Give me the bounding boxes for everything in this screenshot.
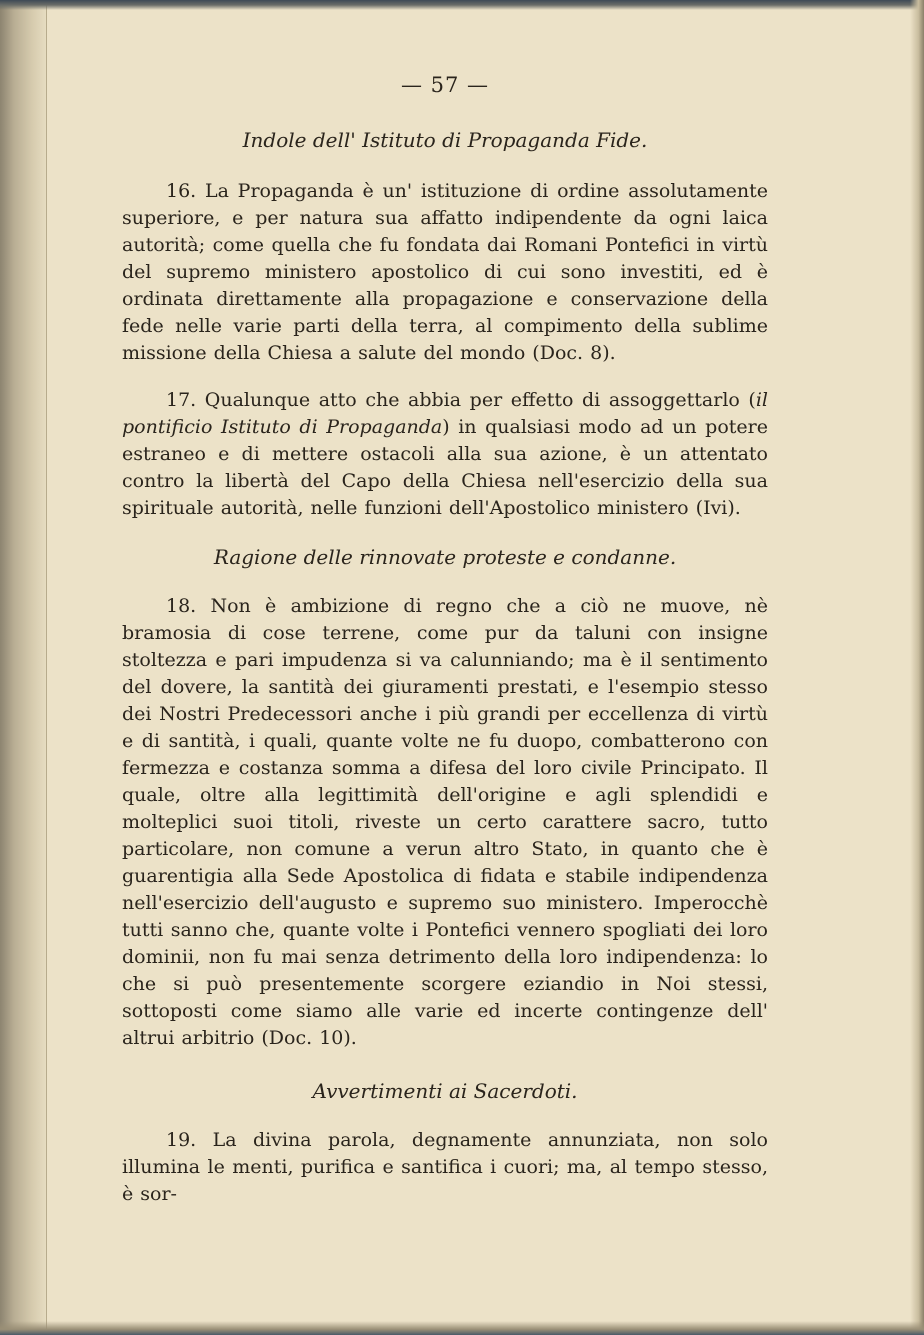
page-content [122,72,768,1208]
paragraph-17-end: ) in qualsiasi modo ad un potere estraneo e di mettere ostacoli alla sua azione, è un attentato contro la libertà del Capo della Chiesa nell'esercizio della sua spirituale autorità, nelle funzioni dell'Apostolico ministero (Ivi). [122,416,768,519]
section-heading-indole: Indole dell' Istituto di Propaganda Fide. [242,128,648,152]
page-top-edge [0,0,924,10]
page-bottom-edge [0,1321,924,1335]
paragraph-17-start: 17. Qualunque atto che abbia per effetto di assoggettarlo ( [166,389,756,411]
section-heading-ragione: Ragione delle rinnovate proteste e condanne. [213,545,677,569]
book-binding-shadow [0,0,47,1335]
paragraph-16: 16. La Propaganda è un' istituzione di ordine assolutamente superiore, e per natura sua affatto indipendente da ogni laica autorità; come quella che fu fondata dai Romani Pontefici in virtù del supremo ministero apostolico di cui sono investiti, ed è ordinata direttamente alla propagazione e conservazione della fede nelle varie parti della terra, al compimento della sublime missione della Chiesa a salute del mondo (Doc. 8). [122,180,768,364]
paragraph-17 [122,387,768,522]
section-heading-avvertimenti: Avvertimenti ai Sacerdoti. [312,1079,578,1103]
page-number: — 57 — [400,73,490,97]
paragraph-17-italic: il pontificio Istituto di Propaganda [122,389,768,438]
paragraph-19: 19. La divina parola, degnamente annunziata, non solo illumina le menti, purifica e santifica i cuori; ma, al tempo stesso, è sor- [122,1129,768,1205]
paragraph-18: 18. Non è ambizione di regno che a ciò ne muove, nè bramosia di cose terrene, come pur da taluni con insigne stoltezza e pari impudenza si va calunniando; ma è il sentimento del dovere, la santità dei giuramenti prestati, e l'esempio stesso dei Nostri Predecessori anche i più grandi per eccellenza di virtù e di santità, i quali, quante volte ne fu duopo, combatterono con fermezza e costanza somma a difesa del loro civile Principato. Il quale, oltre alla legittimità dell'origine e agli splendidi e molteplici suoi titoli, riveste un certo carattere sacro, tutto particolare, non comune a verun altro Stato, in quanto che è guarentigia alla Sede Apostolica di fidata e stabile indipendenza nell'esercizio dell'augusto e supremo suo ministero. Imperocchè tutti sanno che, quante volte i Pontefici vennero spogliati dei loro dominii, non fu mai senza detrimento della loro indipendenza: lo che si può presentemente scorgere eziandio in Noi stessi, sottoposti come siamo alle varie ed incerte contingenze dell' altrui arbitrio (Doc. 10). [122,595,768,1049]
page-right-edge [910,0,924,1335]
